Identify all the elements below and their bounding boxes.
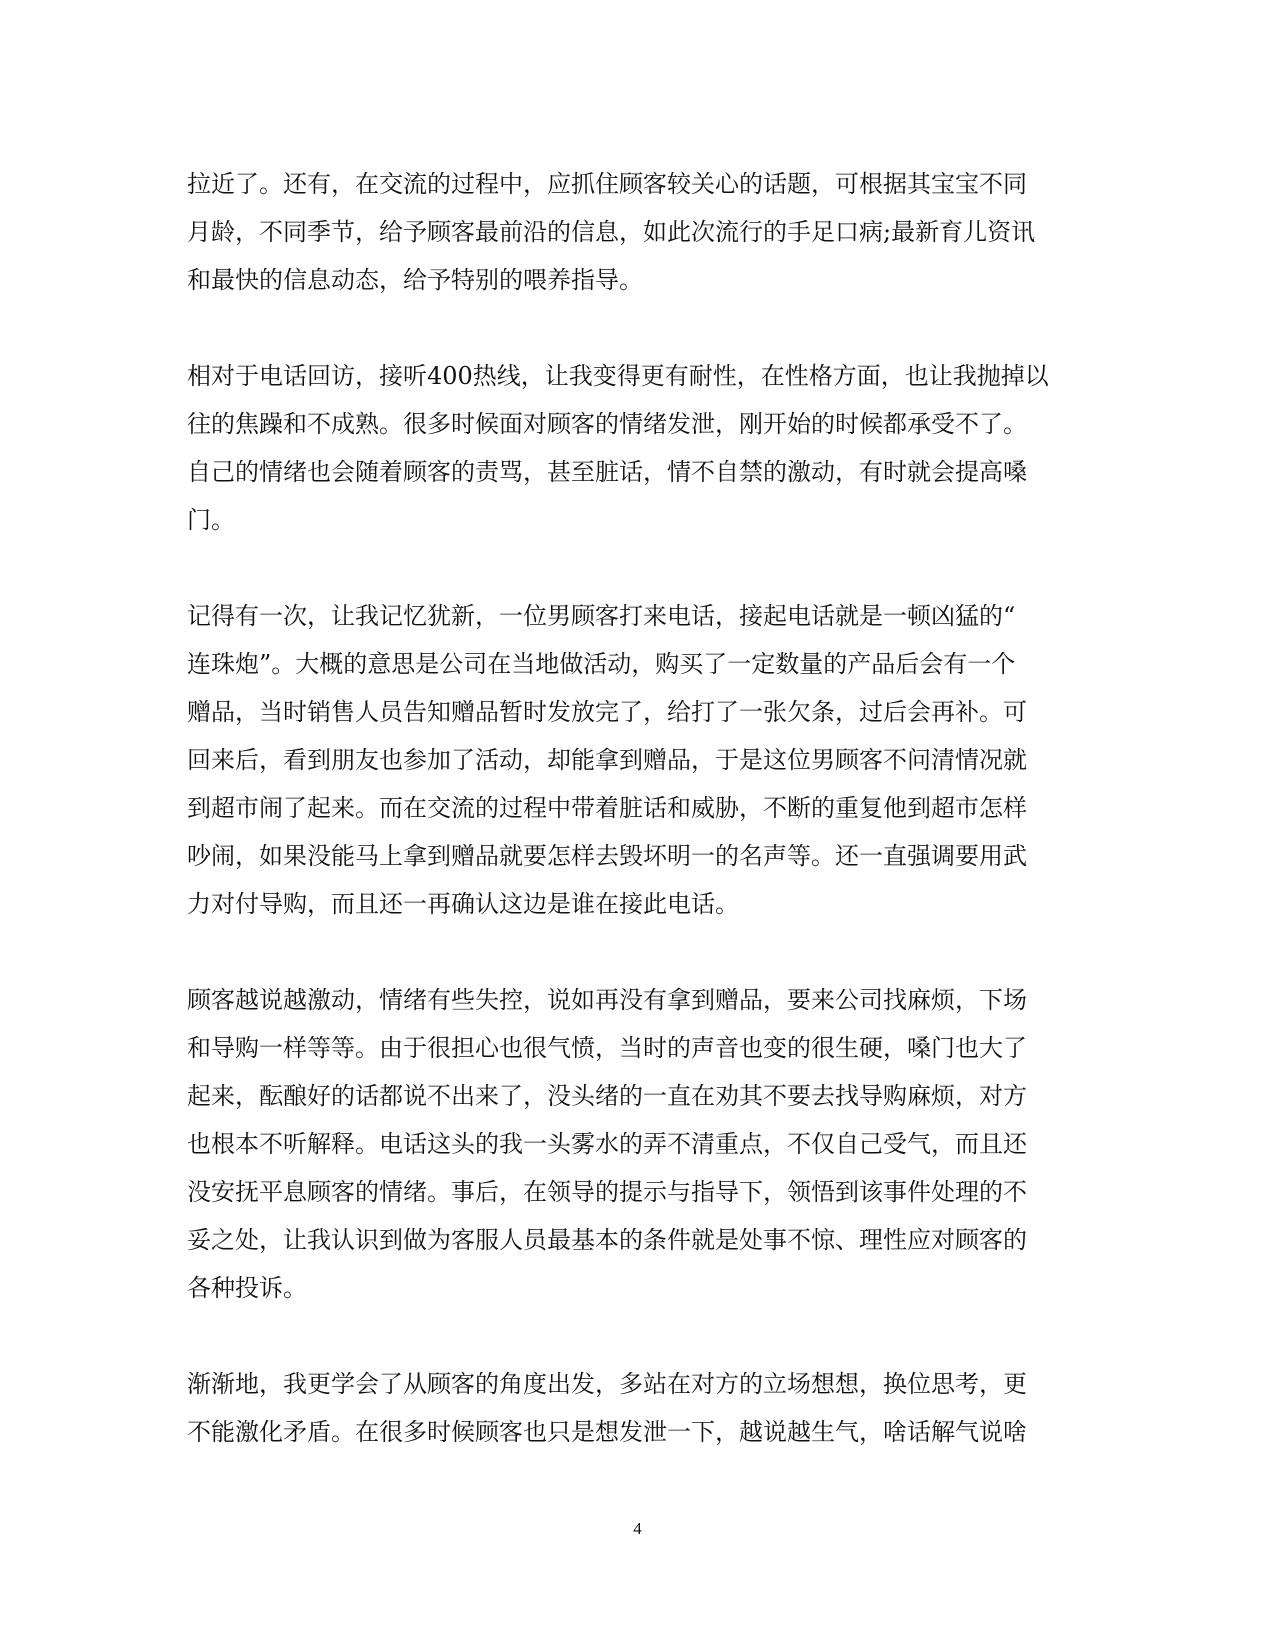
text-line: 不能激化矛盾。在很多时候顾客也只是想发泄一下，越说越生气，啥话解气说啥	[187, 1418, 1027, 1446]
text-line: 自己的情绪也会随着顾客的责骂，甚至脏话，情不自禁的激动，有时就会提高嗓	[187, 458, 1027, 486]
paragraph-1	[187, 160, 1077, 304]
paragraph-2	[187, 352, 1077, 544]
text-line: 连珠炮”。大概的意思是公司在当地做活动，购买了一定数量的产品后会有一个	[187, 650, 1016, 678]
text-line: 记得有一次，让我记忆犹新，一位男顾客打来电话，接起电话就是一顿凶猛的“	[187, 602, 1016, 630]
text-line: 力对付导购，而且还一再确认这边是谁在接此电话。	[187, 890, 739, 918]
text-line: 也根本不听解释。电话这头的我一头雾水的弄不清重点，不仅自己受气，而且还	[187, 1130, 1027, 1158]
body-text	[187, 160, 1077, 1504]
text-line: 回来后，看到朋友也参加了活动，却能拿到赠品，于是这位男顾客不问清情况就	[187, 746, 1027, 774]
text-line: 妥之处，让我认识到做为客服人员最基本的条件就是处事不惊、理性应对顾客的	[187, 1226, 1027, 1254]
text-line: 拉近了。还有，在交流的过程中，应抓住顾客较关心的话题，可根据其宝宝不同	[187, 170, 1027, 198]
text-line: 各种投诉。	[187, 1274, 307, 1302]
text-line: 相对于电话回访，接听400热线，让我变得更有耐性，在性格方面，也让我抛掉以	[187, 362, 1049, 390]
text-line: 赠品，当时销售人员告知赠品暂时发放完了，给打了一张欠条，过后会再补。可	[187, 698, 1027, 726]
text-line: 吵闹，如果没能马上拿到赠品就要怎样去毁坏明一的名声等。还一直强调要用武	[187, 842, 1027, 870]
text-line: 渐渐地，我更学会了从顾客的角度出发，多站在对方的立场想想，换位思考，更	[187, 1370, 1027, 1398]
text-line: 起来，酝酿好的话都说不出来了，没头绪的一直在劝其不要去找导购麻烦，对方	[187, 1082, 1027, 1110]
paragraph-5	[187, 1360, 1077, 1456]
text-line: 月龄，不同季节，给予顾客最前沿的信息，如此次流行的手足口病;最新育儿资讯	[187, 218, 1036, 246]
page-number: 4	[633, 1519, 642, 1538]
text-line: 到超市闹了起来。而在交流的过程中带着脏话和威胁，不断的重复他到超市怎样	[187, 794, 1027, 822]
text-line: 门。	[187, 506, 235, 534]
paragraph-4	[187, 976, 1077, 1312]
text-line: 往的焦躁和不成熟。很多时候面对顾客的情绪发泄，刚开始的时候都承受不了。	[187, 410, 1027, 438]
text-line: 没安抚平息顾客的情绪。事后，在领导的提示与指导下，领悟到该事件处理的不	[187, 1178, 1027, 1206]
paragraph-3	[187, 592, 1077, 928]
text-line: 和导购一样等等。由于很担心也很气愤，当时的声音也变的很生硬，嗓门也大了	[187, 1034, 1027, 1062]
text-line: 顾客越说越激动，情绪有些失控，说如再没有拿到赠品，要来公司找麻烦，下场	[187, 986, 1027, 1014]
text-line: 和最快的信息动态，给予特别的喂养指导。	[187, 266, 643, 294]
